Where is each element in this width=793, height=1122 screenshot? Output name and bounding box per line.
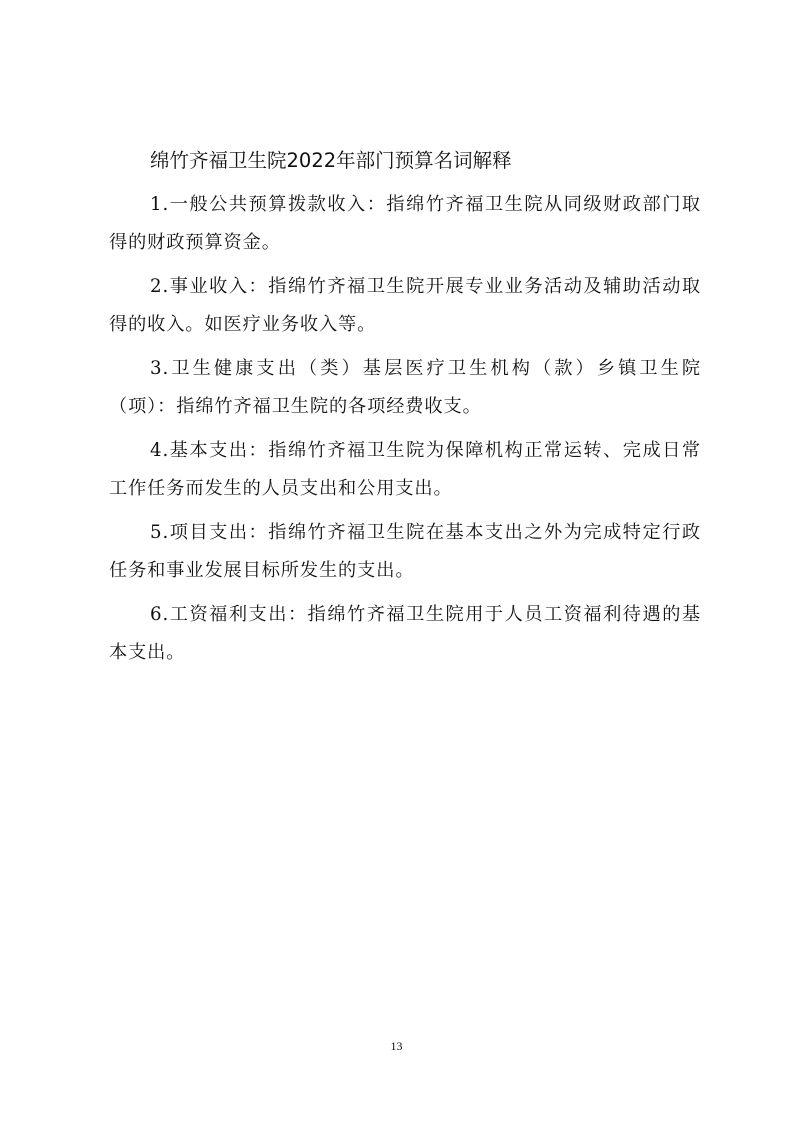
page-number: 13 xyxy=(390,1039,403,1053)
definition-item-4: 4.基本支出：指绵竹齐福卫生院为保障机构正常运转、完成日常工作任务而发生的人员支出和公用支出。 xyxy=(109,440,701,499)
definition-item-2: 2.事业收入：指绵竹齐福卫生院开展专业业务活动及辅助活动取得的收入。如医疗业务收入等。 xyxy=(109,276,701,335)
definition-item-1: 1.一般公共预算拨款收入：指绵竹齐福卫生院从同级财政部门取得的财政预算资金。 xyxy=(109,194,701,253)
document-title: 绵竹齐福卫生院2022年部门预算名词解释 xyxy=(150,149,512,172)
definition-list xyxy=(109,186,701,678)
definition-item-3: 3.卫生健康支出（类）基层医疗卫生机构（款）乡镇卫生院（项）：指绵竹齐福卫生院的各项经费收支。 xyxy=(109,358,701,417)
definition-item-6: 6.工资福利支出：指绵竹齐福卫生院用于人员工资福利待遇的基本支出。 xyxy=(109,604,701,663)
definition-item-5: 5.项目支出：指绵竹齐福卫生院在基本支出之外为完成特定行政任务和事业发展目标所发生的支出。 xyxy=(109,522,701,581)
